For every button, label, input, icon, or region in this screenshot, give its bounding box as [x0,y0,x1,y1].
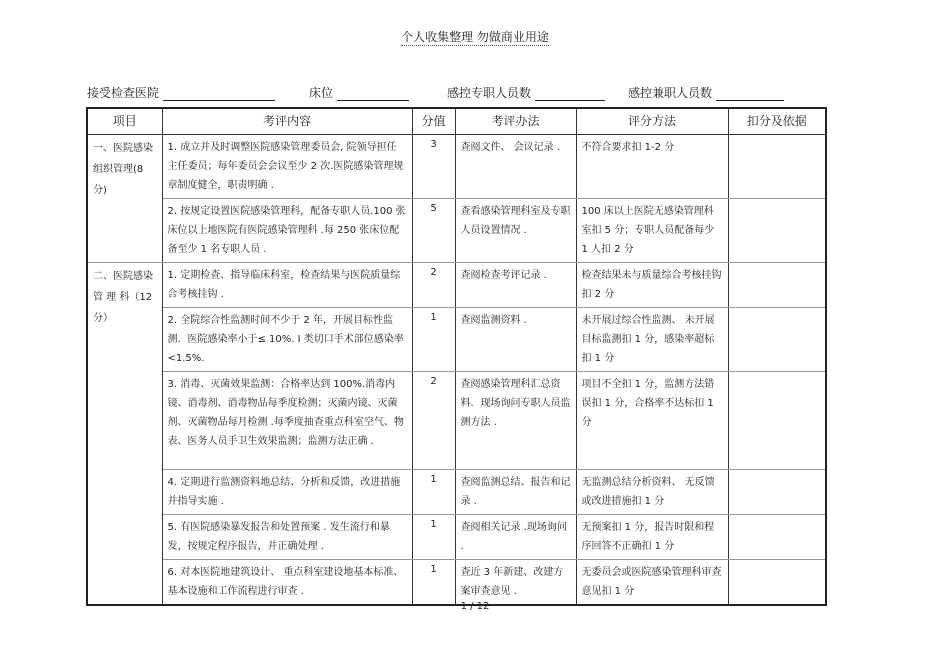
scoring-cell: 无委员会或医院感染管理科审查意见扣 1 分 [576,560,728,606]
score-cell: 1 [412,308,455,372]
header-item: 项目 [87,108,162,135]
parttime-staff-blank[interactable] [716,88,784,101]
scoring-cell: 无预案扣 1 分，报告时限和程序回答不正确扣 1 分 [576,515,728,560]
score-cell: 1 [412,470,455,515]
method-cell: 查近 3 年新建、改建方案审查意见 . [455,560,576,606]
method-cell: 查阅监测总结、报告和记录 . [455,470,576,515]
content-cell: 5. 有医院感染暴发报告和处置预案 . 发生流行和暴发，按规定程序报告，并正确处理 . [162,515,412,560]
scoring-cell: 检查结果未与质量综合考核挂钩扣 2 分 [576,263,728,308]
header-content: 考评内容 [162,108,412,135]
group-label: 二、医院感染 管 理 科（12 分） [87,263,162,606]
deduction-cell[interactable] [728,515,826,560]
method-cell: 查阅检查考评记录 . [455,263,576,308]
score-cell: 1 [412,515,455,560]
evaluation-table [86,107,827,606]
page-header: 个人收集整理 勿做商业用途 [401,30,549,44]
score-cell: 1 [412,560,455,606]
field-parttime-staff: 感控兼职人员数 [628,84,784,101]
method-cell: 查阅相关记录 .现场询问 . [455,515,576,560]
table-row [87,199,826,263]
content-cell: 2. 全院综合性监测时间不少于 2 年，开展目标性监测．医院感染率小于≤ 10%. I 类切口手术部位感染率 <1.5%. [162,308,412,372]
beds-blank[interactable] [337,88,409,101]
method-cell: 查阅监测资料 . [455,308,576,372]
header-score: 分值 [412,108,455,135]
deduction-cell[interactable] [728,135,826,199]
header-method: 考评办法 [455,108,576,135]
method-cell: 查看感染管理科室及专职人员设置情况 . [455,199,576,263]
content-cell: 1. 成立并及时调整医院感染管理委员会, 院领导担任主任委员；每年委员会会议至少 2 次.医院感染管理规章制度健全，职责明确 . [162,135,412,199]
deduction-cell[interactable] [728,372,826,470]
scoring-cell: 项目不全扣 1 分，监测方法错误扣 1 分，合格率不达标扣 1 分 [576,372,728,470]
score-cell: 2 [412,372,455,470]
content-cell: 1. 定期检查、指导临床科室，检查结果与医院质量综合考核挂钩 . [162,263,412,308]
scoring-cell: 不符合要求扣 1-2 分 [576,135,728,199]
table-row [87,470,826,515]
deduction-cell[interactable] [728,470,826,515]
score-cell: 3 [412,135,455,199]
deduction-cell[interactable] [728,199,826,263]
scoring-cell: 无监测总结分析资料、 无反馈或改进措施扣 1 分 [576,470,728,515]
scoring-cell: 未开展过综合性监测、 未开展目标监测扣 1 分，感染率超标扣 1 分 [576,308,728,372]
field-fulltime-staff: 感控专职人员数 [447,84,605,101]
table-row [87,560,826,606]
content-cell: 4. 定期进行监测资料地总结、分析和反馈，改进措施并指导实施 . [162,470,412,515]
table-row [87,135,826,199]
page-number: 1 / 12 [460,601,490,612]
fulltime-staff-blank[interactable] [535,88,605,101]
field-beds: 床位 [309,84,409,101]
group-label: 一、医院感染组织管理(8 分) [87,135,162,263]
header-deduction: 扣分及依据 [728,108,826,135]
content-cell: 6. 对本医院地建筑设计、 重点科室建设地基本标准、基本设施和工作流程进行审查 . [162,560,412,606]
method-cell: 查阅感染管理科汇总资料．现场询问专职人员监测方法 . [455,372,576,470]
method-cell: 查阅文件、 会议记录 . [455,135,576,199]
content-cell: 3. 消毒、灭菌效果监测：合格率达到 100%.消毒内镜、消毒剂、消毒物品每季度检测；灭菌内镜、灭菌剂、灭菌物品每月检测 .每季度抽查重点科室空气、物表、医务人员手卫生效果监测；监测方法正确 . [162,372,412,470]
table-row [87,372,826,470]
score-cell: 5 [412,199,455,263]
deduction-cell[interactable] [728,263,826,308]
scoring-cell: 100 床以上医院无感染管理科室扣 5 分；专职人员配备每少 1 人扣 2 分 [576,199,728,263]
field-hospital: 接受检查医院 [87,84,275,101]
table-row [87,263,826,308]
deduction-cell[interactable] [728,308,826,372]
content-cell: 2. 按规定设置医院感染管理科，配备专职人员.100 张床位以上地医院有医院感染管理科 .每 250 张床位配备至少 1 名专职人员 . [162,199,412,263]
score-cell: 2 [412,263,455,308]
header-scoring: 评分方法 [576,108,728,135]
hospital-blank[interactable] [163,88,275,101]
deduction-cell[interactable] [728,560,826,606]
table-row [87,308,826,372]
table-row [87,515,826,560]
